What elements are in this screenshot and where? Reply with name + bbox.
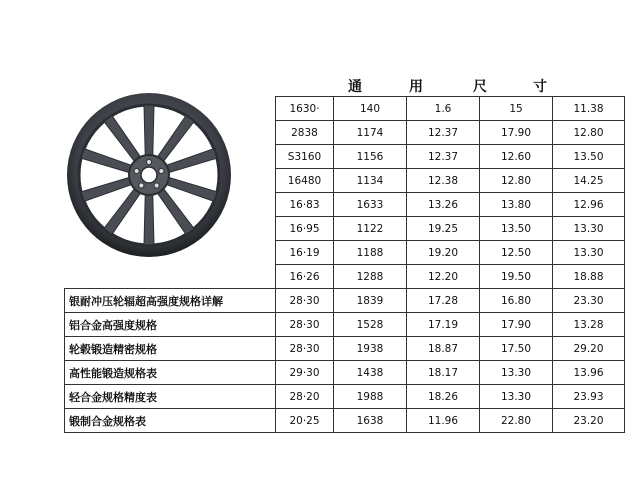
cell-col-3: 18.26 — [407, 385, 480, 409]
cell-col-5: 29.20 — [553, 337, 625, 361]
cell-col-4: 13.80 — [480, 193, 553, 217]
header-col-2: 用 — [409, 79, 423, 95]
cell-col-4: 13.30 — [480, 385, 553, 409]
table-row — [65, 409, 625, 433]
cell-col-3: 17.19 — [407, 313, 480, 337]
cell-col-2: 1122 — [334, 217, 407, 241]
table-row — [65, 385, 625, 409]
cell-col-1: 1630· — [276, 97, 334, 121]
cell-col-1: 16·26 — [276, 265, 334, 289]
cell-col-4: 17.90 — [480, 313, 553, 337]
cell-col-3: 12.20 — [407, 265, 480, 289]
cell-col-5: 14.25 — [553, 169, 625, 193]
cell-col-4: 13.50 — [480, 217, 553, 241]
cell-col-5: 23.30 — [553, 289, 625, 313]
cell-col-5: 13.30 — [553, 241, 625, 265]
cell-col-2: 1839 — [334, 289, 407, 313]
cell-col-3: 17.28 — [407, 289, 480, 313]
row-description — [65, 193, 276, 217]
row-description — [65, 121, 276, 145]
cell-col-2: 1988 — [334, 385, 407, 409]
row-description — [65, 169, 276, 193]
cell-col-4: 17.50 — [480, 337, 553, 361]
cell-col-4: 12.50 — [480, 241, 553, 265]
cell-col-1: 16·19 — [276, 241, 334, 265]
cell-col-1: 16·83 — [276, 193, 334, 217]
row-description — [65, 97, 276, 121]
cell-col-4: 12.60 — [480, 145, 553, 169]
cell-col-3: 1.6 — [407, 97, 480, 121]
cell-col-5: 23.93 — [553, 385, 625, 409]
cell-col-4: 12.80 — [480, 169, 553, 193]
row-description: 银耐冲压轮辐超高强度规格详解 — [65, 289, 276, 313]
cell-col-5: 11.38 — [553, 97, 625, 121]
row-description: 轻合金规格精度表 — [65, 385, 276, 409]
table-row — [65, 193, 625, 217]
row-description: 铝合金高强度规格 — [65, 313, 276, 337]
cell-col-2: 1633 — [334, 193, 407, 217]
table-row — [65, 241, 625, 265]
cell-col-2: 1156 — [334, 145, 407, 169]
cell-col-4: 16.80 — [480, 289, 553, 313]
table-row — [65, 289, 625, 313]
cell-col-5: 12.96 — [553, 193, 625, 217]
cell-col-3: 11.96 — [407, 409, 480, 433]
cell-col-4: 13.30 — [480, 361, 553, 385]
row-description — [65, 217, 276, 241]
cell-col-1: 28·30 — [276, 337, 334, 361]
cell-col-3: 12.37 — [407, 121, 480, 145]
cell-col-1: 16480 — [276, 169, 334, 193]
cell-col-1: 28·30 — [276, 289, 334, 313]
cell-col-5: 13.28 — [553, 313, 625, 337]
cell-col-4: 17.90 — [480, 121, 553, 145]
header-col-1: 通 — [348, 79, 362, 95]
row-description: 轮毂锻造精密规格 — [65, 337, 276, 361]
table-row — [65, 97, 625, 121]
cell-col-1: 2838 — [276, 121, 334, 145]
cell-col-2: 1438 — [334, 361, 407, 385]
header-col-3: 尺 — [473, 79, 487, 95]
header-col-4: 寸 — [533, 79, 547, 95]
table-row — [65, 361, 625, 385]
cell-col-3: 19.20 — [407, 241, 480, 265]
cell-col-1: 28·30 — [276, 313, 334, 337]
cell-col-5: 13.96 — [553, 361, 625, 385]
cell-col-2: 1134 — [334, 169, 407, 193]
cell-col-5: 23.20 — [553, 409, 625, 433]
table-row — [65, 337, 625, 361]
cell-col-2: 1288 — [334, 265, 407, 289]
cell-col-2: 1638 — [334, 409, 407, 433]
spec-table — [64, 96, 625, 433]
cell-col-5: 13.30 — [553, 217, 625, 241]
cell-col-1: 16·95 — [276, 217, 334, 241]
row-description: 锻制合金规格表 — [65, 409, 276, 433]
cell-col-1: S3160 — [276, 145, 334, 169]
table-row — [65, 313, 625, 337]
cell-col-2: 1174 — [334, 121, 407, 145]
row-description — [65, 241, 276, 265]
cell-col-1: 28·20 — [276, 385, 334, 409]
cell-col-1: 29·30 — [276, 361, 334, 385]
cell-col-4: 19.50 — [480, 265, 553, 289]
row-description — [65, 265, 276, 289]
cell-col-4: 22.80 — [480, 409, 553, 433]
cell-col-5: 18.88 — [553, 265, 625, 289]
table-row — [65, 121, 625, 145]
cell-col-2: 1188 — [334, 241, 407, 265]
table-row — [65, 217, 625, 241]
row-description: 高性能锻造规格表 — [65, 361, 276, 385]
cell-col-2: 140 — [334, 97, 407, 121]
table-row — [65, 145, 625, 169]
cell-col-3: 13.26 — [407, 193, 480, 217]
cell-col-1: 20·25 — [276, 409, 334, 433]
table-row — [65, 169, 625, 193]
cell-col-5: 13.50 — [553, 145, 625, 169]
row-description — [65, 145, 276, 169]
cell-col-5: 12.80 — [553, 121, 625, 145]
cell-col-3: 12.37 — [407, 145, 480, 169]
cell-col-3: 18.17 — [407, 361, 480, 385]
cell-col-3: 12.38 — [407, 169, 480, 193]
cell-col-3: 19.25 — [407, 217, 480, 241]
cell-col-3: 18.87 — [407, 337, 480, 361]
cell-col-4: 15 — [480, 97, 553, 121]
table-row — [65, 265, 625, 289]
cell-col-2: 1528 — [334, 313, 407, 337]
cell-col-2: 1938 — [334, 337, 407, 361]
